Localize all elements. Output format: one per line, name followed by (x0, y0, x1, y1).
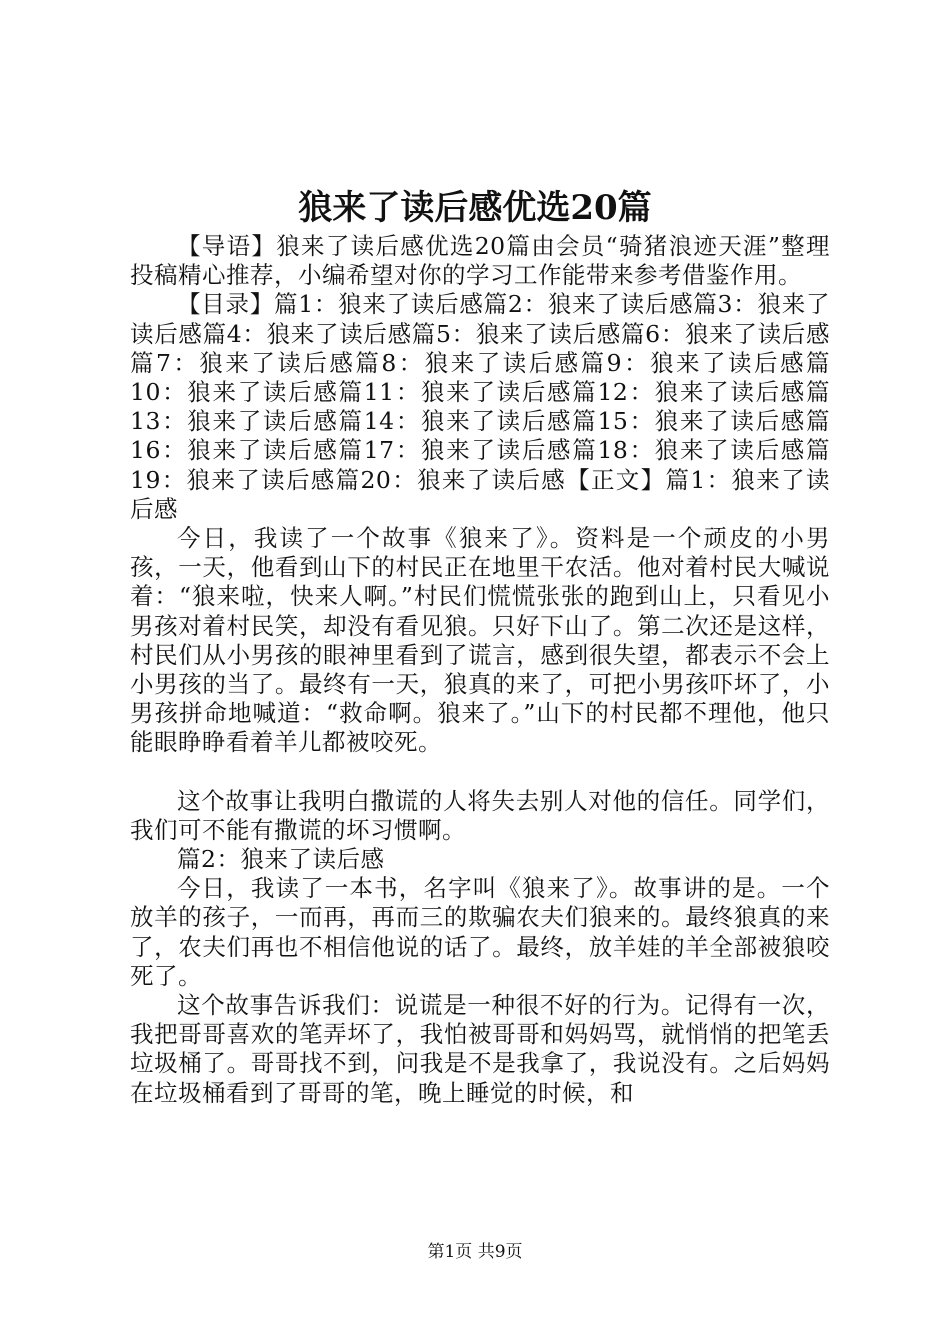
essay2-heading: 篇2：狼来了读后感 (177, 845, 385, 874)
toc-paragraph: 【目录】篇1：狼来了读后感篇2：狼来了读后感篇3：狼来了读后感篇4：狼来了读后感篇5：狼来了读后感篇6：狼来了读后感篇7：狼来了读后感篇8：狼来了读后感篇9：狼来了读后感篇10：狼来了读后感篇11：狼来了读后感篇12：狼来了读后感篇13：狼来了读后感篇14：狼来了读后感篇15：狼来了读后感篇16：狼来了读后感篇17：狼来了读后感篇18：狼来了读后感篇19：狼来了读后感篇20：狼来了读后感【正文】篇1：狼来了读后感 (130, 290, 830, 523)
essay2-paragraph: 今日，我读了一本书，名字叫《狼来了》。故事讲的是。一个放羊的孩子，一而再，再而三的欺骗农夫们狼来的。最终狼真的来了，农夫们再也不相信他说的话了。最终，放羊娃的羊全部被狼咬死了。 (130, 874, 830, 990)
intro-paragraph: 【导语】狼来了读后感优选20篇由会员“骑猪浪迹天涯”整理投稿精心推荐，小编希望对你的学习工作能带来参考借鉴作用。 (130, 232, 830, 290)
document-body (130, 232, 830, 1108)
essay2-lesson-paragraph: 这个故事告诉我们：说谎是一种很不好的行为。记得有一次，我把哥哥喜欢的笔弄坏了，我怕被哥哥和妈妈骂，就悄悄的把笔丢垃圾桶了。哥哥找不到，问我是不是我拿了，我说没有。之后妈妈在垃圾桶看到了哥哥的笔，晚上睡觉的时候，和 (130, 991, 830, 1107)
essay1-paragraph: 今日，我读了一个故事《狼来了》。资料是一个顽皮的小男孩，一天，他看到山下的村民正在地里干农活。他对着村民大喊说着：“狼来啦，快来人啊。”村民们慌慌张张的跑到山上，只看见小男孩对着村民笑，却没有看见狼。只好下山了。第二次还是这样，村民们从小男孩的眼神里看到了谎言，感到很失望，都表示不会上小男孩的当了。最终有一天，狼真的来了，可把小男孩吓坏了，小男孩拼命地喊道：“救命啊。狼来了。”山下的村民都不理他，他只能眼睁睁看着羊儿都被咬死。 (130, 524, 830, 757)
essay1-conclusion-paragraph: 这个故事让我明白撒谎的人将失去别人对他的信任。同学们，我们可不能有撒谎的坏习惯啊。 (130, 786, 830, 844)
page-footer: 第1页 共9页 (427, 1242, 523, 1262)
document-title: 狼来了读后感优选20篇 (298, 188, 652, 228)
